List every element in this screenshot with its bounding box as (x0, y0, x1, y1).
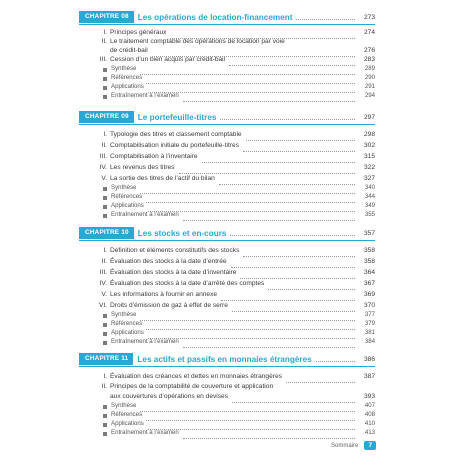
leader-dots (170, 38, 355, 39)
entry-text: Comptabilisation initiale du portefeuille-titres (110, 142, 240, 149)
leader-dots (183, 220, 355, 221)
leader-dots (140, 74, 355, 75)
subentry-page: 294 (364, 92, 375, 99)
entry-page: 315 (363, 153, 375, 160)
leader-dots (179, 173, 355, 174)
leader-dots (232, 402, 355, 403)
leader-dots (286, 382, 355, 383)
subentry-text: Références (111, 411, 143, 418)
entry-text: Principes généraux (110, 29, 167, 36)
entry-page: 274 (363, 29, 375, 36)
square-bullet-icon (103, 77, 107, 81)
chapter-11 (79, 353, 375, 437)
entry-text: Cession d’un bien acquis par crédit-bail (110, 56, 226, 63)
entry-text: Principes de la comptabilité de couverture et application (110, 383, 274, 390)
entry-number: II. (101, 258, 107, 265)
entry-number: III. (99, 153, 107, 160)
entry-number: III. (99, 269, 107, 276)
chapter-header (79, 353, 375, 365)
entry-number: II. (101, 38, 107, 45)
entry-number: V. (101, 291, 107, 298)
subentry-text: Entraînement à l’examen (111, 92, 179, 99)
entry-number: II. (101, 383, 107, 390)
leader-dots (268, 289, 355, 290)
square-bullet-icon (103, 432, 107, 436)
subentry-page: 384 (364, 338, 375, 345)
chapter-page: 357 (363, 229, 375, 237)
subentry-page: 407 (364, 402, 375, 409)
entry-number: VI. (98, 302, 107, 309)
chapter-header (79, 111, 375, 123)
chapter-header (79, 11, 375, 23)
chapter-10 (79, 227, 375, 346)
square-bullet-icon (103, 196, 107, 200)
entry-text: Le traitement comptable des opérations de location par voie (110, 38, 285, 45)
chapter-badge: CHAPITRE 10 (79, 227, 134, 239)
square-bullet-icon (103, 405, 107, 409)
entry-page: 302 (363, 142, 375, 149)
leader-dots (146, 329, 355, 330)
entry-page: 364 (363, 269, 375, 276)
leader-dots (146, 420, 355, 421)
leader-dots (229, 65, 355, 66)
square-bullet-icon (103, 95, 107, 99)
subentry-text: Applications (111, 420, 144, 427)
subentry-page: 349 (364, 202, 375, 209)
toc-entry[interactable] (79, 28, 375, 37)
chapter-title[interactable]: Les stocks et en-cours (137, 228, 227, 238)
entry-number: I. (103, 131, 107, 138)
entry-text: Comptabilisation à l’inventaire (110, 153, 198, 160)
entry-text: Évaluation des créances et dettes en monnaies étrangères (110, 373, 282, 380)
leader-dots (146, 202, 355, 203)
subentry-page: 408 (364, 411, 375, 418)
entry-page: 358 (363, 247, 375, 254)
entry-page: 358 (363, 258, 375, 265)
leader-dots (140, 193, 355, 194)
entry-number: IV. (99, 280, 107, 287)
square-bullet-icon (103, 341, 107, 345)
chapter-page: 273 (363, 13, 375, 21)
subentry-text: Synthèse (111, 65, 137, 72)
leader-dots (246, 140, 355, 141)
entry-page: 370 (363, 302, 375, 309)
chapter-title[interactable]: Les actifs et passifs en monnaies étrangères (137, 354, 312, 364)
chapter-title[interactable]: Les opérations de location-financement (137, 12, 293, 22)
subentry-text: Entraînement à l’examen (111, 338, 179, 345)
page-number-badge: 7 (364, 441, 376, 450)
entry-page: 283 (363, 56, 375, 63)
square-bullet-icon (103, 323, 107, 327)
subentry-page: 355 (364, 211, 375, 218)
leader-dots (232, 311, 355, 312)
chapter-page: 297 (363, 113, 375, 121)
entry-page: 322 (363, 164, 375, 171)
leader-dots (140, 320, 355, 321)
chapter-page: 386 (363, 355, 375, 363)
entry-page: 393 (363, 393, 375, 400)
entry-text: Évaluation des stocks à la date d’inventaire (110, 269, 237, 276)
toc-entry[interactable] (79, 381, 375, 401)
chapter-title[interactable]: Le portefeuille-titres (137, 112, 217, 122)
leader-dots (230, 235, 355, 236)
square-bullet-icon (103, 332, 107, 336)
chapter-badge: CHAPITRE 08 (79, 11, 134, 23)
subentry-text: Synthèse (111, 311, 137, 318)
leader-dots (148, 211, 355, 212)
leader-dots (148, 92, 355, 93)
subentry-text: Références (111, 74, 143, 81)
entry-text: Typologie des titres et classement comptable (110, 131, 242, 138)
subentry-text: Références (111, 193, 143, 200)
entry-number: I. (103, 373, 107, 380)
leader-dots (240, 278, 355, 279)
subentry-page: 289 (364, 65, 375, 72)
entry-text: Les informations à fournir en annexe (110, 291, 218, 298)
entry-number: I. (103, 247, 107, 254)
subentry-page: 381 (364, 329, 375, 336)
toc-entry[interactable] (79, 244, 375, 255)
page-footer (331, 441, 376, 450)
leader-dots (183, 101, 355, 102)
leader-dots (148, 338, 355, 339)
entry-page: 387 (363, 373, 375, 380)
square-bullet-icon (103, 214, 107, 218)
subentry-page: 291 (364, 83, 375, 90)
toc-entry[interactable] (79, 37, 375, 55)
entry-page: 276 (363, 47, 375, 54)
subentry-text: Applications (111, 83, 144, 90)
entry-number: I. (103, 29, 107, 36)
entry-page: 327 (363, 175, 375, 182)
leader-dots (243, 256, 355, 257)
toc-entry[interactable] (79, 370, 375, 381)
subentry-text: Entraînement à l’examen (111, 211, 179, 218)
entry-text: Droits d’émission de gaz à effet de serre (110, 302, 228, 309)
subentry-page: 340 (364, 184, 375, 191)
leader-dots (140, 411, 355, 412)
subentry-page: 379 (364, 320, 375, 327)
entry-text: Les revenus des titres (110, 164, 175, 171)
entry-number: II. (101, 142, 107, 149)
leader-dots (316, 361, 355, 362)
leader-dots (148, 429, 355, 430)
subentry-page: 290 (364, 74, 375, 81)
entry-number: V. (101, 175, 107, 182)
subentry-text: Applications (111, 202, 144, 209)
chapter-09 (79, 111, 375, 219)
entry-text: Définition et éléments constitutifs des stocks (110, 247, 240, 254)
subentry-page: 377 (364, 311, 375, 318)
subentry-page: 410 (364, 420, 375, 427)
entry-number: III. (99, 56, 107, 63)
leader-dots (296, 19, 355, 20)
entry-text: Évaluation des stocks à la date d’arrêté des comptes (110, 280, 265, 287)
square-bullet-icon (103, 187, 107, 191)
square-bullet-icon (103, 86, 107, 90)
leader-dots (183, 438, 355, 439)
entry-page: 369 (363, 291, 375, 298)
leader-dots (146, 83, 355, 84)
entry-text: La sortie des titres de l’actif du bilan (110, 175, 215, 182)
subentry-text: Synthèse (111, 402, 137, 409)
entry-page: 298 (363, 131, 375, 138)
chapter-08 (79, 11, 375, 100)
subentry-text: Entraînement à l’examen (111, 429, 179, 436)
subentry-text: Applications (111, 329, 144, 336)
entry-number: IV. (99, 164, 107, 171)
leader-dots (183, 347, 355, 348)
entry-page: 367 (363, 280, 375, 287)
subentry-page: 344 (364, 193, 375, 200)
entry-text: de crédit-bail (110, 47, 148, 54)
square-bullet-icon (103, 414, 107, 418)
square-bullet-icon (103, 68, 107, 72)
leader-dots (220, 119, 355, 120)
square-bullet-icon (103, 423, 107, 427)
subentry-text: Références (111, 320, 143, 327)
chapter-badge: CHAPITRE 09 (79, 111, 134, 123)
subentry-page: 413 (364, 429, 375, 436)
leader-dots (243, 151, 355, 152)
square-bullet-icon (103, 205, 107, 209)
leader-dots (231, 267, 355, 268)
leader-dots (221, 300, 355, 301)
footer-label: Sommaire (331, 442, 359, 449)
subentry-text: Synthèse (111, 184, 137, 191)
leader-dots (219, 184, 355, 185)
square-bullet-icon (103, 314, 107, 318)
entry-text: Évaluation des stocks à la date d’entrée (110, 258, 227, 265)
leader-dots (202, 162, 355, 163)
entry-text: aux couvertures d’opérations en devises (110, 393, 229, 400)
chapter-header (79, 227, 375, 239)
toc-entry[interactable] (79, 128, 375, 139)
leader-dots (152, 56, 355, 57)
chapter-badge: CHAPITRE 11 (79, 353, 133, 365)
